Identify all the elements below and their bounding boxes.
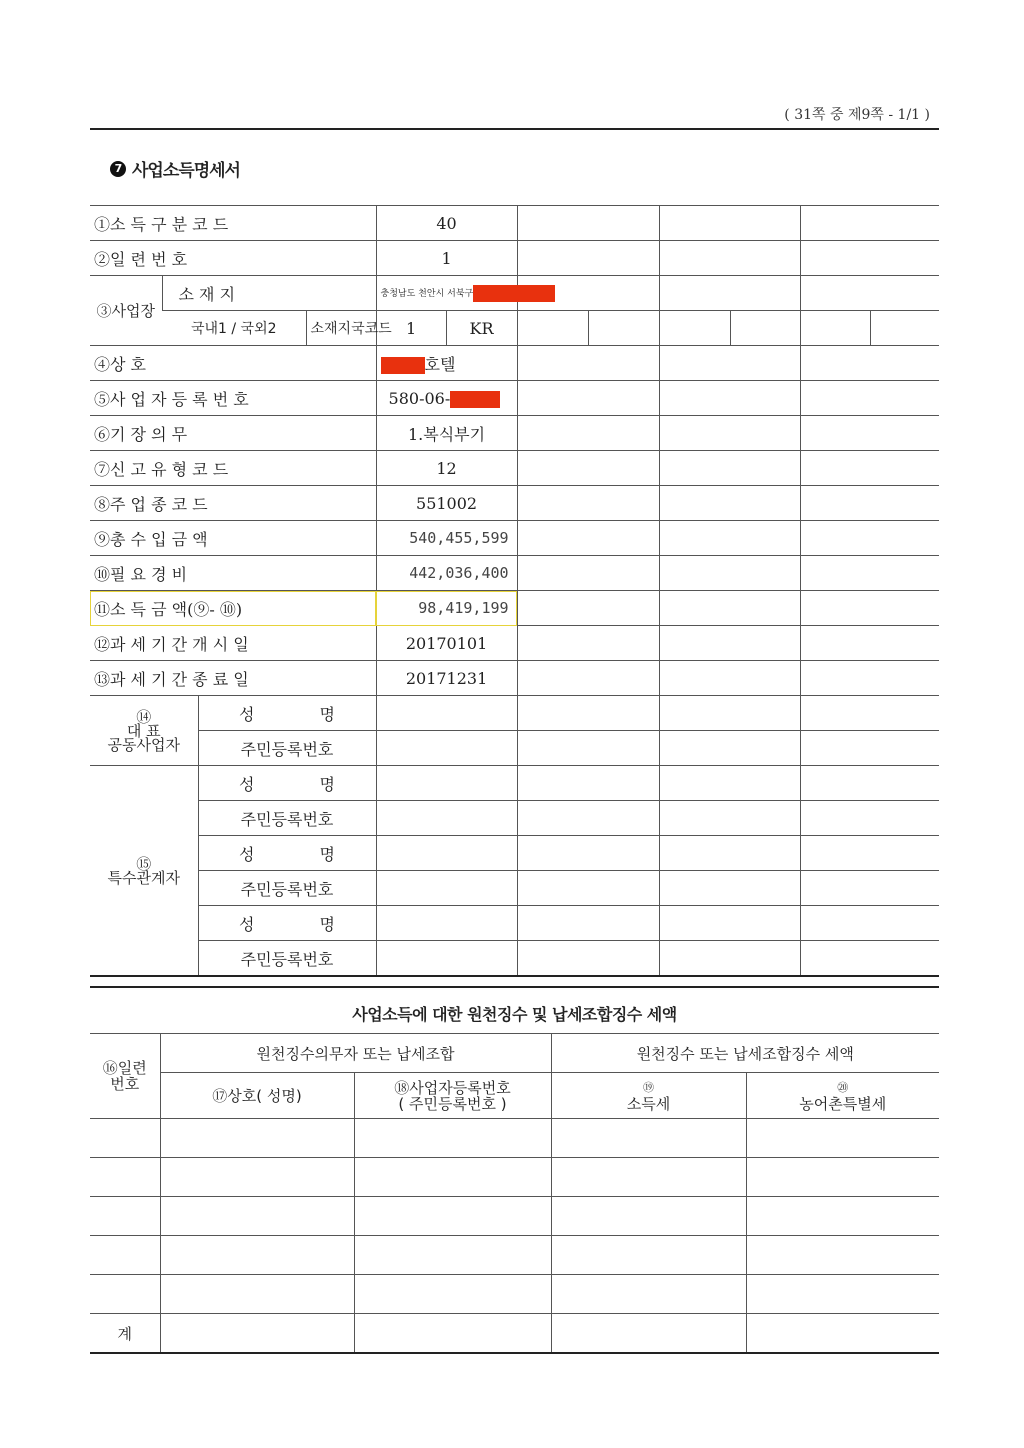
cell-empty[interactable] <box>90 1197 160 1236</box>
cell-empty[interactable] <box>800 696 939 731</box>
cell-empty[interactable] <box>800 346 939 381</box>
label-representative <box>90 696 198 766</box>
value-location[interactable] <box>376 276 517 311</box>
redaction-mark <box>473 285 555 302</box>
cell-empty[interactable] <box>517 836 659 871</box>
cell-empty[interactable] <box>376 906 517 941</box>
value-period-end[interactable]: 20171231 <box>376 661 517 696</box>
value-income-code[interactable]: 40 <box>376 206 517 241</box>
withholding-title: 사업소득에 대한 원천징수 및 납세조합징수 세액 <box>352 1005 677 1024</box>
row-period-start <box>90 626 939 661</box>
label-period-end: ⑬과 세 기 간 종 료 일 <box>90 661 376 696</box>
value-country-code[interactable]: KR <box>446 311 517 346</box>
table-row <box>90 1236 939 1275</box>
label-total-revenue: ⑨총 수 입 금 액 <box>90 521 376 556</box>
label-bookkeeping: ⑥기 장 의 무 <box>90 416 376 451</box>
cell-empty[interactable] <box>659 941 800 977</box>
cell-empty[interactable] <box>800 311 870 346</box>
label-country-code: 소재지국코드 <box>306 311 376 346</box>
value-trade-name[interactable] <box>376 346 517 381</box>
cell-empty[interactable] <box>659 626 800 661</box>
total-row <box>90 1314 939 1354</box>
cell-empty[interactable] <box>659 731 800 766</box>
label-income-code: ①소 득 구 분 코 드 <box>90 206 376 241</box>
cell-empty[interactable] <box>90 1158 160 1197</box>
label-biz-reg-no: ⑤사 업 자 등 록 번 호 <box>90 381 376 416</box>
cell-empty[interactable] <box>659 241 800 276</box>
cell-empty[interactable] <box>354 1119 551 1158</box>
row-related-name-2 <box>90 836 939 871</box>
label-related-name: 성 명 <box>198 766 376 801</box>
cell-empty[interactable] <box>800 451 939 486</box>
header-trade-name: ⑰상호( 성명) <box>160 1073 354 1119</box>
cell-empty[interactable] <box>659 486 800 521</box>
cell-empty[interactable] <box>551 1275 746 1314</box>
label-business-place: ③사업장 <box>90 276 162 346</box>
row-related-id-1 <box>90 801 939 836</box>
cell-empty[interactable] <box>746 1236 939 1275</box>
cell-empty[interactable] <box>517 766 659 801</box>
value-expenses[interactable]: 442,036,400 <box>376 556 517 591</box>
cell-empty[interactable] <box>376 941 517 977</box>
row-related-name-1 <box>90 766 939 801</box>
cell-empty[interactable] <box>551 1119 746 1158</box>
header-reg-no <box>354 1073 551 1119</box>
row-income <box>90 591 939 626</box>
cell-empty[interactable] <box>354 1158 551 1197</box>
withholding-table <box>90 1033 939 1354</box>
header-rural-tax <box>746 1073 939 1119</box>
section-title <box>110 156 240 181</box>
cell-empty[interactable] <box>160 1197 354 1236</box>
header-group-tax: 원천징수 또는 납세조합징수 세액 <box>551 1034 939 1073</box>
label-related-id: 주민등록번호 <box>198 801 376 836</box>
cell-empty[interactable] <box>354 1236 551 1275</box>
rep-num: ⑭ <box>136 707 152 726</box>
cell-empty[interactable] <box>659 836 800 871</box>
cell-empty[interactable] <box>659 801 800 836</box>
cell-empty[interactable] <box>800 241 939 276</box>
cell-empty[interactable] <box>354 1197 551 1236</box>
cell-empty[interactable] <box>551 1314 746 1354</box>
value-bookkeeping[interactable]: 1.복식부기 <box>376 416 517 451</box>
cell-empty[interactable] <box>517 696 659 731</box>
row-bookkeeping <box>90 416 939 451</box>
cell-empty[interactable] <box>659 556 800 591</box>
location-text: 충청남도 천안시 서북구 <box>380 288 474 299</box>
cell-empty[interactable] <box>800 941 939 977</box>
cell-empty[interactable] <box>800 801 939 836</box>
cell-empty[interactable] <box>517 416 659 451</box>
cell-empty[interactable] <box>551 1197 746 1236</box>
label-report-type: ⑦신 고 유 형 코 드 <box>90 451 376 486</box>
label-domestic: 국내1 / 국외2 <box>162 311 306 346</box>
cell-empty[interactable] <box>517 661 659 696</box>
header-income-tax-num: ⑲ <box>643 1080 655 1094</box>
cell-empty[interactable] <box>160 1158 354 1197</box>
cell-empty[interactable] <box>517 346 659 381</box>
row-rep-id <box>90 731 939 766</box>
withholding-header-row-1 <box>90 1034 939 1073</box>
label-industry-code: ⑧주 업 종 코 드 <box>90 486 376 521</box>
table-row <box>90 1275 939 1314</box>
cell-empty[interactable] <box>376 801 517 836</box>
row-serial <box>90 241 939 276</box>
cell-empty[interactable] <box>90 1236 160 1275</box>
cell-empty[interactable] <box>517 206 659 241</box>
row-income-code <box>90 206 939 241</box>
header-income-tax-label: 소득세 <box>626 1094 671 1113</box>
header-group-payer: 원천징수의무자 또는 납세조합 <box>160 1034 551 1073</box>
row-period-end <box>90 661 939 696</box>
redaction-mark <box>450 391 500 408</box>
withholding-header-row-2 <box>90 1073 939 1119</box>
cell-empty[interactable] <box>517 591 659 626</box>
cell-empty[interactable] <box>517 801 659 836</box>
related-label: 특수관계자 <box>107 868 180 887</box>
row-related-name-3 <box>90 906 939 941</box>
table-row <box>90 1158 939 1197</box>
cell-empty[interactable] <box>551 1158 746 1197</box>
label-trade-name: ④상 호 <box>90 346 376 381</box>
label-rep-id: 주민등록번호 <box>198 731 376 766</box>
cell-empty[interactable] <box>800 591 939 626</box>
table-row <box>90 1197 939 1236</box>
cell-empty[interactable] <box>659 766 800 801</box>
cell-empty[interactable] <box>160 1314 354 1354</box>
header-reg-no-line2: ( 주민등록번호 ) <box>398 1094 507 1113</box>
rep-line2: 공동사업자 <box>107 735 180 754</box>
cell-empty[interactable] <box>800 521 939 556</box>
value-serial[interactable]: 1 <box>376 241 517 276</box>
label-related <box>90 766 198 977</box>
cell-empty[interactable] <box>746 1119 939 1158</box>
cell-empty[interactable] <box>800 871 939 906</box>
cell-empty[interactable] <box>746 1158 939 1197</box>
cell-empty[interactable] <box>376 836 517 871</box>
cell-empty[interactable] <box>90 1275 160 1314</box>
cell-empty[interactable] <box>90 1119 160 1158</box>
label-related-id: 주민등록번호 <box>198 941 376 977</box>
cell-empty[interactable] <box>160 1236 354 1275</box>
cell-empty[interactable] <box>659 346 800 381</box>
cell-empty[interactable] <box>800 766 939 801</box>
cell-empty[interactable] <box>160 1275 354 1314</box>
row-related-id-3 <box>90 941 939 977</box>
cell-empty[interactable] <box>517 241 659 276</box>
header-income-tax <box>551 1073 746 1119</box>
cell-empty[interactable] <box>800 276 939 311</box>
top-divider <box>90 128 939 130</box>
row-location <box>90 276 939 311</box>
section-title-text: 사업소득명세서 <box>132 161 240 181</box>
cell-empty[interactable] <box>800 661 939 696</box>
cell-empty[interactable] <box>659 521 800 556</box>
value-report-type[interactable]: 12 <box>376 451 517 486</box>
value-total-revenue[interactable]: 540,455,599 <box>376 521 517 556</box>
cell-empty[interactable] <box>517 521 659 556</box>
business-income-table <box>90 205 939 977</box>
header-reg-no-line1: ⑱사업자등록번호 <box>394 1078 511 1097</box>
cell-empty[interactable] <box>746 1314 939 1354</box>
cell-empty[interactable] <box>800 556 939 591</box>
cell-empty[interactable] <box>517 311 588 346</box>
cell-empty[interactable] <box>551 1236 746 1275</box>
cell-empty[interactable] <box>517 626 659 661</box>
rep-line1: 대 표 <box>126 721 161 740</box>
page-number: ( 31쪽 중 제9쪽 - 1/1 ) <box>784 107 930 123</box>
cell-empty[interactable] <box>517 731 659 766</box>
cell-empty[interactable] <box>517 906 659 941</box>
cell-empty[interactable] <box>659 416 800 451</box>
cell-empty[interactable] <box>800 906 939 941</box>
row-rep-name <box>90 696 939 731</box>
cell-empty[interactable] <box>354 1275 551 1314</box>
label-expenses: ⑩필 요 경 비 <box>90 556 376 591</box>
row-related-id-2 <box>90 871 939 906</box>
cell-empty[interactable] <box>659 276 800 311</box>
cell-empty[interactable] <box>588 311 659 346</box>
cell-empty[interactable] <box>354 1314 551 1354</box>
cell-empty[interactable] <box>870 311 939 346</box>
row-expenses <box>90 556 939 591</box>
cell-empty[interactable] <box>659 661 800 696</box>
section-divider <box>90 986 939 988</box>
cell-empty[interactable] <box>160 1119 354 1158</box>
cell-empty[interactable] <box>659 906 800 941</box>
cell-empty[interactable] <box>376 731 517 766</box>
header-rural-tax-num: ⑳ <box>837 1080 849 1094</box>
biz-reg-prefix: 580-06- <box>388 388 451 408</box>
cell-empty[interactable] <box>730 311 800 346</box>
cell-empty[interactable] <box>659 591 800 626</box>
label-period-start: ⑫과 세 기 간 개 시 일 <box>90 626 376 661</box>
cell-empty[interactable] <box>517 941 659 977</box>
label-serial: ②일 련 번 호 <box>90 241 376 276</box>
cell-empty[interactable] <box>517 871 659 906</box>
cell-empty[interactable] <box>746 1275 939 1314</box>
row-industry-code <box>90 486 939 521</box>
section-bullet-icon: 7 <box>110 161 126 177</box>
cell-empty[interactable] <box>517 381 659 416</box>
label-location: 소 재 지 <box>162 276 376 311</box>
row-trade-name <box>90 346 939 381</box>
cell-empty[interactable] <box>376 696 517 731</box>
value-biz-reg-no[interactable] <box>376 381 517 416</box>
cell-empty[interactable] <box>659 451 800 486</box>
row-domestic <box>90 311 939 346</box>
value-domestic[interactable]: 1 <box>376 311 446 346</box>
value-income[interactable]: 98,419,199 <box>376 591 517 626</box>
table-row <box>90 1119 939 1158</box>
label-related-id: 주민등록번호 <box>198 871 376 906</box>
related-num: ⑮ <box>136 854 152 873</box>
cell-empty[interactable] <box>800 836 939 871</box>
total-label: 계 <box>90 1314 160 1354</box>
row-total-revenue <box>90 521 939 556</box>
cell-empty[interactable] <box>517 486 659 521</box>
redaction-mark <box>381 357 425 374</box>
trade-name-suffix: 호텔 <box>424 354 456 374</box>
cell-empty[interactable] <box>659 696 800 731</box>
label-income: ⑪소 득 금 액(⑨- ⑩) <box>90 591 376 626</box>
cell-empty[interactable] <box>517 556 659 591</box>
row-biz-reg-no <box>90 381 939 416</box>
label-rep-name: 성 명 <box>198 696 376 731</box>
cell-empty[interactable] <box>800 206 939 241</box>
label-related-name: 성 명 <box>198 836 376 871</box>
cell-empty[interactable] <box>800 626 939 661</box>
cell-empty[interactable] <box>376 871 517 906</box>
label-related-name: 성 명 <box>198 906 376 941</box>
header-serial: ⑯일련 번호 <box>90 1034 160 1119</box>
cell-empty[interactable] <box>659 871 800 906</box>
cell-empty[interactable] <box>800 731 939 766</box>
cell-empty[interactable] <box>659 311 730 346</box>
cell-empty[interactable] <box>800 381 939 416</box>
cell-empty[interactable] <box>800 486 939 521</box>
cell-empty[interactable] <box>517 451 659 486</box>
row-report-type <box>90 451 939 486</box>
cell-empty[interactable] <box>659 206 800 241</box>
cell-empty[interactable] <box>800 416 939 451</box>
cell-empty[interactable] <box>659 381 800 416</box>
value-period-start[interactable]: 20170101 <box>376 626 517 661</box>
header-rural-tax-label: 농어촌특별세 <box>799 1094 887 1113</box>
value-industry-code[interactable]: 551002 <box>376 486 517 521</box>
cell-empty[interactable] <box>746 1197 939 1236</box>
cell-empty[interactable] <box>376 766 517 801</box>
